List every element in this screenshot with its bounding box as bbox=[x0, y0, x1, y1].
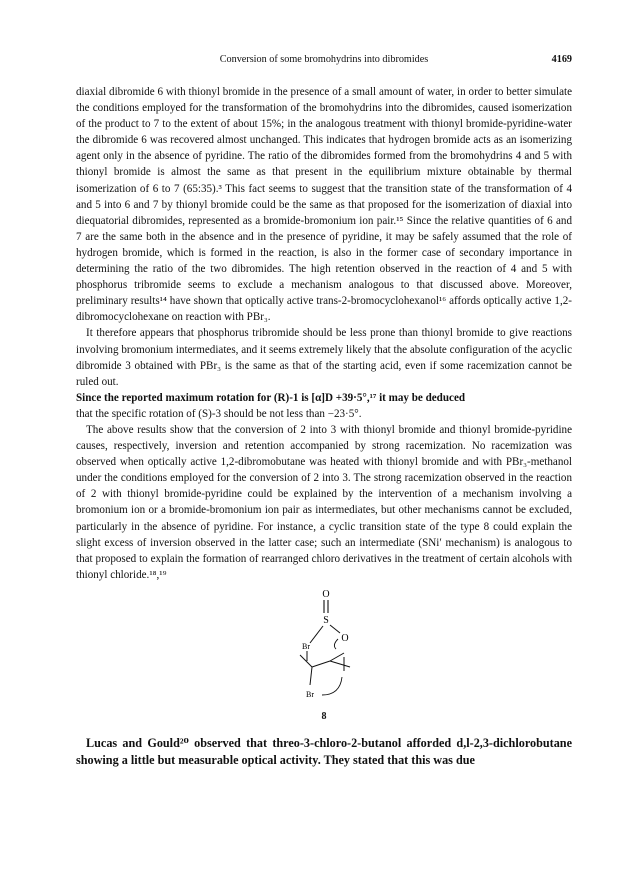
paragraph-2: It therefore appears that phosphorus tribromide should be less prone than thionyl bromide to give reactions involving bromonium intermediates, and it seems extremely likely that the absolute configuration of the acyclic dibromide 3 obtained with PBr₃ is the same as that of the starting acid, even if some racemization cannot be ruled out. bbox=[76, 327, 572, 388]
arrow-o bbox=[334, 639, 338, 649]
atom-o-top: O bbox=[322, 588, 330, 600]
atom-o-ring: O bbox=[341, 632, 349, 644]
atom-br-lower: Br bbox=[306, 689, 314, 699]
page bbox=[76, 54, 572, 769]
bond-c-right bbox=[330, 661, 350, 667]
bond-c-left bbox=[300, 655, 312, 667]
paragraph-1: diaxial dibromide 6 with thionyl bromide in the presence of a small amount of water, in order to better simulate the conditions employed for the transformation of the bromohydrins into the dibromides, caused isomerization of the product to 7 to the extent of about 15%; in the analogous treatment with thionyl bromide-pyridine-water the dibromide 6 was recovered almost unchanged. This indicates that hydrogen bromide acts as an isomerizing agent only in the absence of pyridine. The ratio of the dibromides formed from the bromohydrins 4 and 5 with thionyl bromide is almost the same as that present in the equilibrium mixture obtainable by thermal isomerization of 6 to 7 (65:35).³ This fact seems to suggest that the transition state of the transformation of 4 and 5 into 6 and 7 by thionyl bromide could be the same as that proposed for the isomerization of diaxial into diequatorial dibromides, represented as a bromide-bromonium ion pair.¹⁵ Since the relative quantities of 6 and 7 are the same both in the absence and in the presence of pyridine, it may be safely assumed that the role of hydrogen bromide, which is formed in the reaction, is also in the former case of secondary importance in determining the ratio of the two dibromides. The high retention observed in the reaction of 4 and 5 with phosphorus tribromide seems to exclude a mechanism analogous to that discussed above. Moreover, preliminary results¹⁴ have shown that optically active trans-2-bromocyclohexanol¹⁶ affords optically active 1,2-dibromocyclohexane on reaction with PBr₃. bbox=[76, 86, 572, 324]
page-number: 4169 bbox=[551, 54, 572, 65]
bond-c-o bbox=[330, 653, 344, 661]
bond-c-c bbox=[312, 661, 330, 667]
atom-s: S bbox=[323, 614, 329, 626]
body-text bbox=[76, 84, 572, 583]
tail-paragraph bbox=[76, 735, 572, 769]
arrow-br bbox=[322, 677, 342, 695]
bond-s-o bbox=[330, 625, 340, 633]
bond-s-br bbox=[310, 626, 323, 643]
atom-br-upper: Br bbox=[302, 641, 310, 651]
paragraph-3: Since the reported maximum rotation for (R)-1 is [α]D +39·5°,¹⁷ it may be deduced bbox=[76, 391, 466, 404]
paragraph-5: The above results show that the conversion of 2 into 3 with thionyl bromide and thionyl bromide-pyridine causes, respectively, inversion and retention accompanied by strong racemization. No racemization was observed when optically active 1,2-dibromobutane was heated with thionyl bromide and with PBr₃-methanol under the conditions employed for the conversion of 2 into 3. The strong racemization observed in the reaction of 2 with thionyl bromide-pyridine could be explained by the intervention of a mechanism involving a bromonium ion or a bromide-bromonium ion pair as intermediates, but other mechanisms cannot be excluded, particularly in the absence of pyridine. For instance, a cyclic transition state of the type 8 could explain the slight excess of inversion observed in the latter case; such an intermediate (SNi′ mechanism) is analogous to that proposed to explain the formation of rearranged chloro derivatives in the treatment of certain alcohols with thionyl chloride.¹⁸,¹⁹ bbox=[76, 423, 572, 581]
structure-figure-8 bbox=[76, 587, 572, 729]
paragraph-4: that the specific rotation of (S)-3 should be not less than −23·5°. bbox=[76, 407, 362, 420]
running-header bbox=[76, 54, 572, 70]
cyclic-transition-state-diagram bbox=[226, 587, 426, 711]
bond-c-br-lower bbox=[310, 667, 312, 685]
paragraph-6: Lucas and Gould²⁰ observed that threo-3-chloro-2-butanol afforded d,l-2,3-dichlorobutane showing a little but measurable optical activity. They stated that this was due bbox=[76, 735, 572, 767]
figure-label: 8 bbox=[321, 710, 327, 722]
running-title: Conversion of some bromohydrins into dibromides bbox=[219, 54, 429, 65]
